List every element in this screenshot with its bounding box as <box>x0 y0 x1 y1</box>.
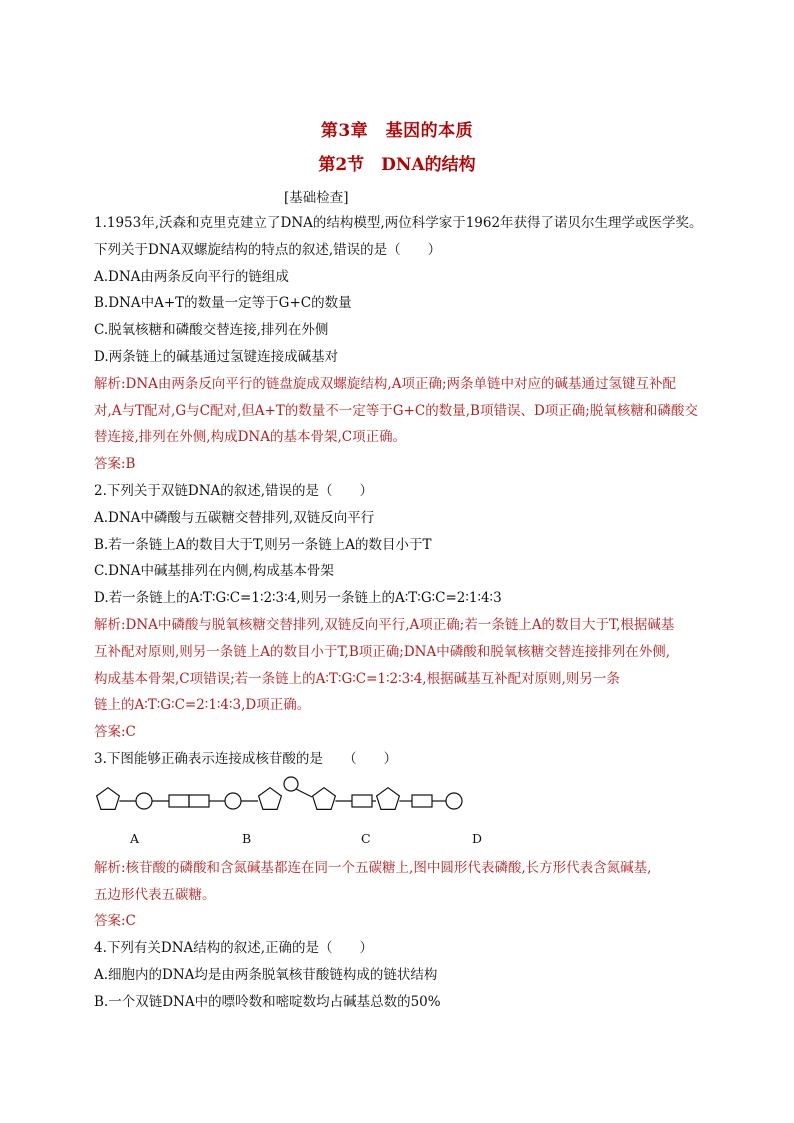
option-c: C.脱氧核糖和磷酸交替连接,排列在外侧 <box>94 322 329 339</box>
analysis-text: 替连接,排列在外侧,构成DNA的基本骨架,C项正确。 <box>94 429 407 446</box>
nucleotide-diagram <box>94 773 714 855</box>
option-c: C.DNA中碱基排列在内侧,构成基本骨架 <box>94 563 334 580</box>
question-4 <box>94 935 714 1015</box>
pentagon-shape <box>97 787 120 809</box>
analysis-text: 解析:DNA由两条反向平行的链盘旋成双螺旋结构,A项正确;两条单链中对应的碱基通过氢键互补配 <box>94 375 677 392</box>
rectangle-shape <box>412 795 432 807</box>
section-title: 第2节 DNA的结构 <box>318 155 476 175</box>
question-3 <box>94 746 714 935</box>
pentagon-shape <box>313 787 336 809</box>
rectangle-shape <box>169 795 189 807</box>
analysis-text: 对,A与T配对,G与C配对,但A+T的数量不一定等于G+C的数量,B项错误、D项正确;脱氧核糖和磷酸交 <box>94 402 698 419</box>
option-b: B.若一条链上A的数目大于T,则另一条链上A的数目小于T <box>94 536 432 553</box>
option-b: B.DNA中A+T的数量一定等于G+C的数量 <box>94 295 352 312</box>
option-b: B.一个双链DNA中的嘌呤数和嘧啶数均占碱基总数的50% <box>94 993 441 1010</box>
question-1 <box>94 210 714 478</box>
option-a: A.细胞内的DNA均是由两条脱氧核苷酸链构成的链状结构 <box>94 966 438 983</box>
answer-text: 答案:C <box>94 724 136 741</box>
chapter-title: 第3章 基因的本质 <box>320 121 474 141</box>
option-a: A.DNA由两条反向平行的链组成 <box>94 268 289 285</box>
question-stem: 下列关于DNA双螺旋结构的特点的叙述,错误的是（ ） <box>94 241 442 258</box>
question-stem: 3.下图能够正确表示连接成核苷酸的是 （ ） <box>94 750 398 767</box>
answer-text: 答案:B <box>94 456 136 473</box>
question-stem: 2.下列关于双链DNA的叙述,错误的是（ ） <box>94 482 374 499</box>
rectangle-shape <box>352 795 372 807</box>
analysis-text: 链上的A∶T∶G∶C=2∶1∶4∶3,D项正确。 <box>94 697 311 714</box>
section-tag: [基础检查] <box>284 190 349 206</box>
option-label-a: A <box>130 830 140 846</box>
circle-shape <box>446 793 462 809</box>
pentagon-shape <box>377 787 400 809</box>
analysis-text: 五边形代表五碳糖。 <box>94 886 216 903</box>
circle-shape <box>136 793 152 809</box>
analysis-text: 解析:DNA中磷酸与脱氧核糖交替排列,双链反向平行,A项正确;若一条链上A的数目大于T,根据碱基 <box>94 616 675 633</box>
option-a: A.DNA中磷酸与五碳糖交替排列,双链反向平行 <box>94 509 375 526</box>
pentagon-shape <box>259 787 282 809</box>
question-stem: 1.1953年,沃森和克里克建立了DNA的结构模型,两位科学家于1962年获得了诺贝尔生理学或医学奖。 <box>94 215 703 231</box>
question-stem: 4.下列有关DNA结构的叙述,正确的是（ ） <box>94 940 374 957</box>
option-label-c: C <box>361 830 371 846</box>
option-d: D.两条链上的碱基通过氢键连接成碱基对 <box>94 348 339 365</box>
question-2 <box>94 478 714 746</box>
option-d: D.若一条链上的A∶T∶G∶C=1∶2∶3∶4,则另一条链上的A∶T∶G∶C=2∶1∶4∶3 <box>94 590 502 607</box>
rectangle-shape <box>189 795 209 807</box>
circle-shape <box>225 793 241 809</box>
answer-text: 答案:C <box>94 913 136 930</box>
option-label-b: B <box>242 830 252 846</box>
option-label-d: D <box>472 830 483 846</box>
analysis-text: 解析:核苷酸的磷酸和含氮碱基都连在同一个五碳糖上,图中圆形代表磷酸,长方形代表含氮碱基, <box>94 859 652 876</box>
nucleotide-shapes <box>94 773 714 833</box>
analysis-text: 构成基本骨架,C项错误;若一条链上的A∶T∶G∶C=1∶2∶3∶4,根据碱基互补配对原则,则另一条 <box>94 670 620 687</box>
analysis-text: 互补配对原则,则另一条链上A的数目小于T,B项正确;DNA中磷酸和脱氧核糖交替连接排列在外侧, <box>94 643 670 660</box>
questions <box>94 210 714 1016</box>
circle-shape <box>284 777 298 791</box>
